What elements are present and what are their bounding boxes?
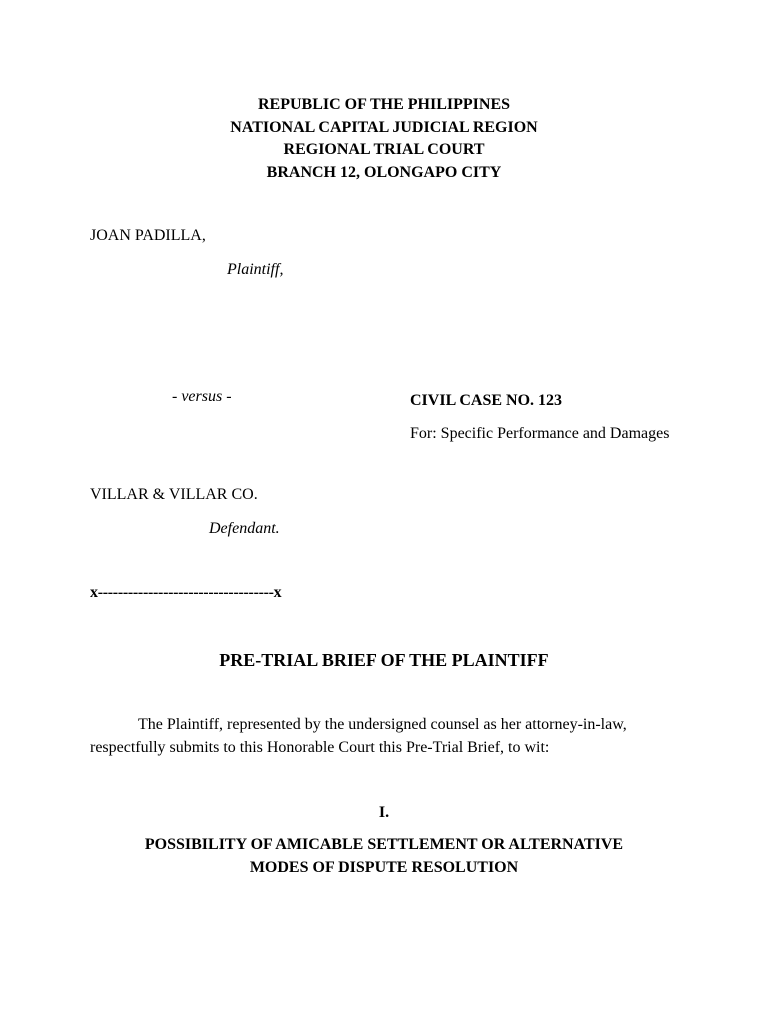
court-header-line-3: REGIONAL TRIAL COURT [283, 141, 485, 158]
court-header-line-4: BRANCH 12, OLONGAPO CITY [266, 163, 502, 181]
intro-line-2: respectfully submits to this Honorable Court this Pre-Trial Brief, to wit: [90, 739, 550, 756]
court-header [0, 94, 768, 184]
section-numeral: I. [378, 804, 390, 821]
defendant-name: VILLAR & VILLAR CO. [90, 486, 258, 503]
section-heading [0, 833, 768, 879]
section-heading-line-2: MODES OF DISPUTE RESOLUTION [249, 859, 519, 876]
case-subject: For: Specific Performance and Damages [410, 425, 670, 442]
court-header-line-1: REPUBLIC OF THE PHILIPPINES [257, 96, 511, 113]
case-number: CIVIL CASE NO. 123 [410, 392, 563, 409]
court-header-line-2: NATIONAL CAPITAL JUDICIAL REGION [230, 118, 538, 136]
intro-paragraph [90, 713, 690, 759]
defendant-role: Defendant. [209, 520, 280, 537]
intro-line-1: The Plaintiff, represented by the undersigned counsel as her attorney-in-law, [138, 716, 627, 733]
plaintiff-name: JOAN PADILLA, [90, 227, 206, 244]
section-heading-line-1: POSSIBILITY OF AMICABLE SETTLEMENT OR ALTERNATIVE [144, 836, 624, 853]
document-title: PRE-TRIAL BRIEF OF THE PLAINTIFF [219, 650, 549, 670]
plaintiff-role: Plaintiff, [227, 261, 284, 278]
versus-label: - versus - [172, 388, 232, 405]
caption-separator: x-----------------------------------x [90, 584, 282, 601]
